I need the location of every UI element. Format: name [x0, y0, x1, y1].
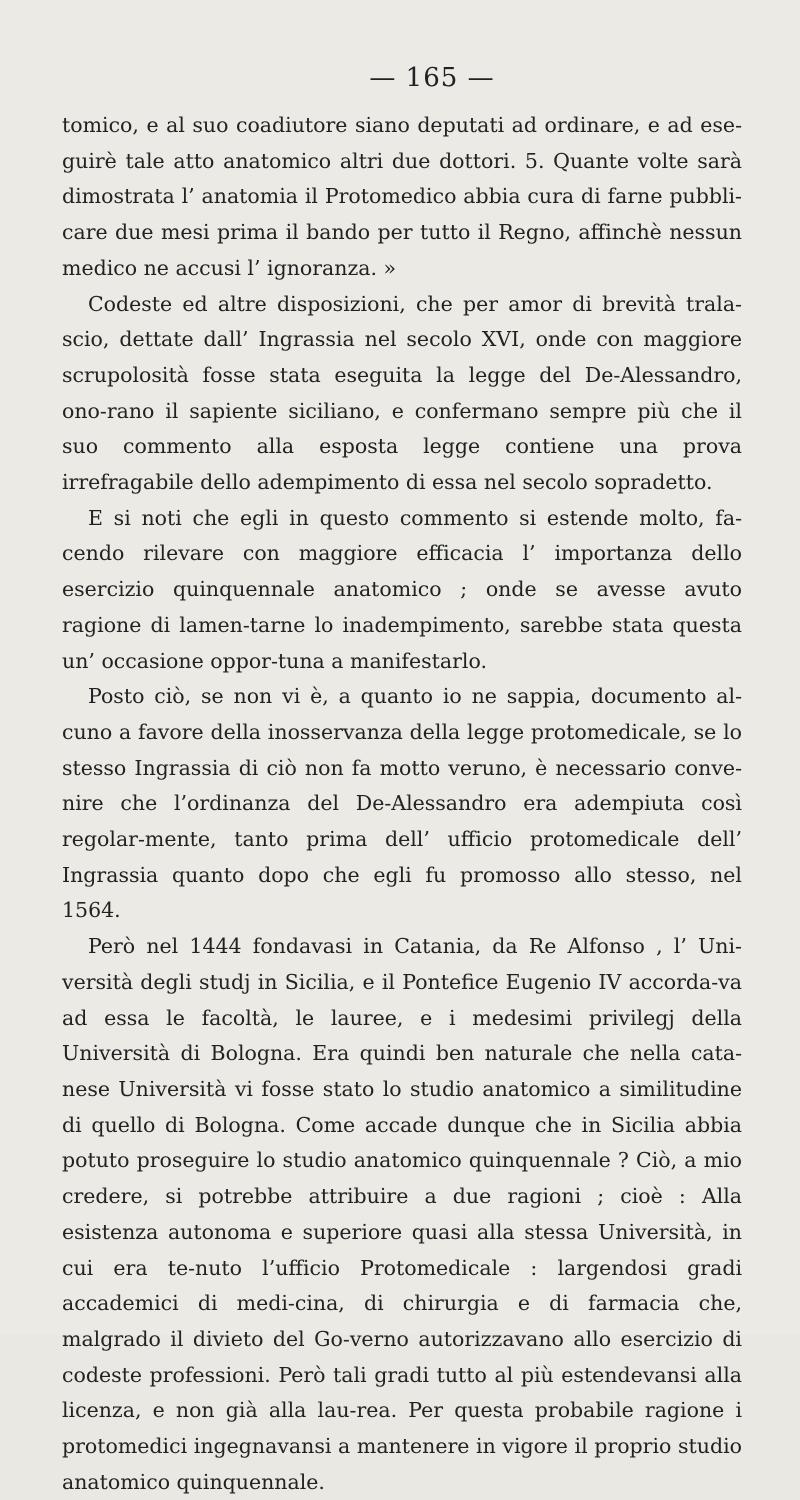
paragraph-5: Però nel 1444 fondavasi in Catania, da Re Alfonso , l’ Uni-versità degli studj in Sicilia, e il Pontefice Eugenio IV accorda-va ad essa le facoltà, le lauree, e i medesimi privilegj della Università di Bologna. Era quindi ben naturale che nella cata-nese Università vi fosse stato lo studio anatomico a similitudine di quello di Bologna. Come accade dunque che in Sicilia abbia potuto proseguire lo studio anatomico quinquennale ? Ciò, a mio credere, si potrebbe attribuire a due ragioni ; cioè : Alla esistenza autonoma e superiore quasi alla stessa Università, in cui era te-nuto l’ufficio Protomedicale : largendosi gradi accademici di medi-cina, di chirurgia e di farmacia che, malgrado il divieto del Go-verno autorizzavano allo esercizio di codeste professioni. Però tali gradi tutto al più estendevansi alla licenza, e non già alla lau-rea. Per questa probabile ragione i protomedici ingegnavansi a mantenere in vigore il proprio studio anatomico quinquennale. [62, 934, 742, 1494]
paragraph-1: tomico, e al suo coadiutore siano deputati ad ordinare, e ad ese-guirè tale atto anatomico altri due dottori. 5. Quante volte sarà dimostrata l’ anatomia il Protomedico abbia cura di farne pubbli-care due mesi prima il bando per tutto il Regno, affinchè nessun medico ne accusi l’ ignoranza. » [62, 113, 742, 280]
page-number: — 165 — [369, 63, 495, 93]
paragraph-2: Codeste ed altre disposizioni, che per amor di brevità trala-scio, dettate dall’ Ingrassia nel secolo XVI, onde con maggiore scrupolosità fosse stata eseguita la legge del De-Alessandro, ono-rano il sapiente siciliano, e confermano sempre più che il suo commento alla esposta legge contiene una prova irrefragabile dello adempimento di essa nel secolo sopradetto. [62, 291, 742, 495]
page-body [62, 108, 742, 1500]
paragraph-3: E si noti che egli in questo commento si estende molto, fa-cendo rilevare con maggiore efficacia l’ importanza dello esercizio quinquennale anatomico ; onde se avesse avuto ragione di lamen-tarne lo inadempimento, sarebbe stata questa un’ occasione oppor-tuna a manifestarlo. [62, 505, 742, 673]
paragraph-4: Posto ciò, se non vi è, a quanto io ne sappia, documento al-cuno a favore della inosservanza della legge protomedicale, se lo stesso Ingrassia di ciò non fa motto veruno, è necessario conve-nire che l’ordinanza del De-Alessandro era adempiuta così regolar-mente, tanto prima dell’ ufficio protomedicale dell’ Ingrassia quanto dopo che egli fu promosso allo stesso, nel 1564. [62, 684, 742, 923]
